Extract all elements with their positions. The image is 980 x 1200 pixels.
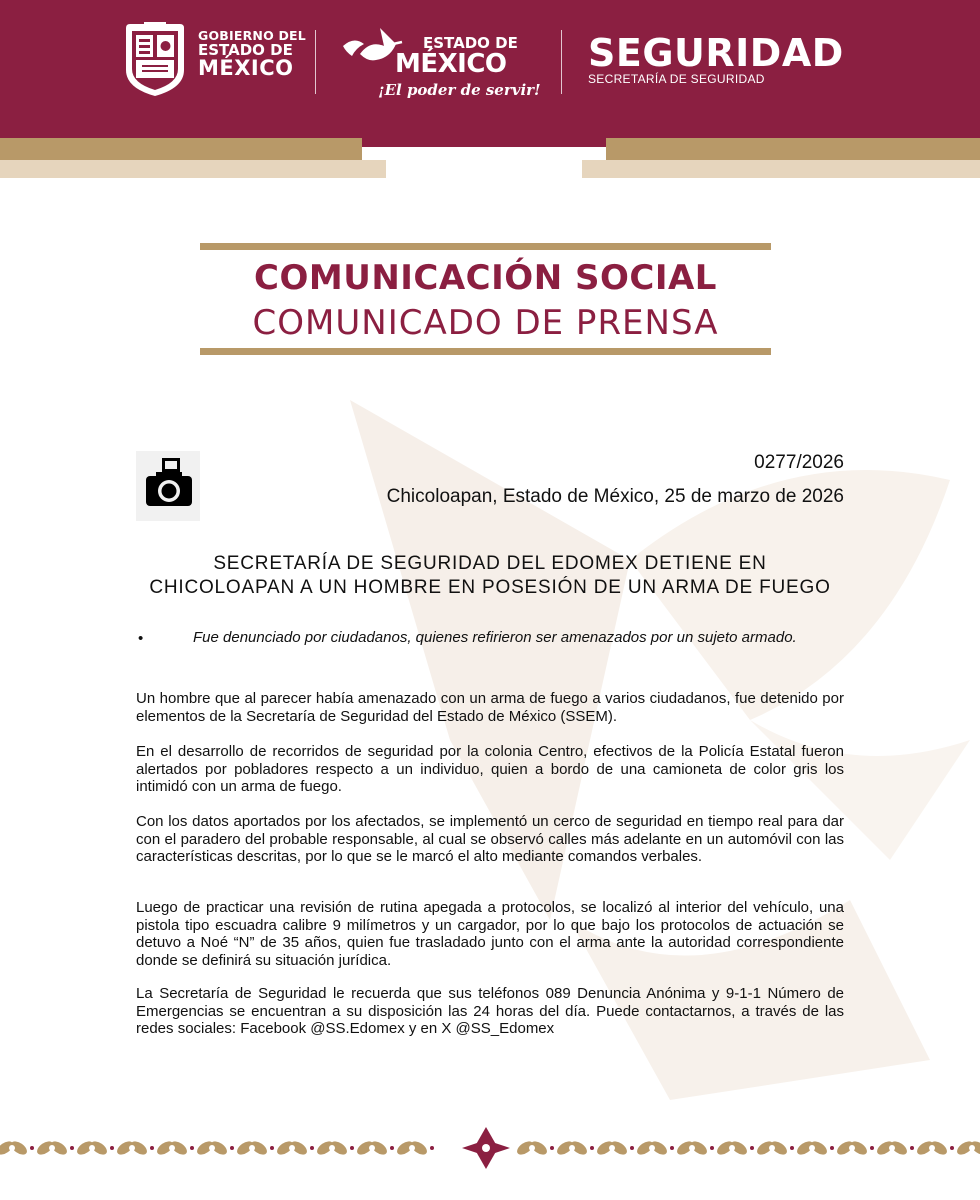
headline-line: SECRETARÍA DE SEGURIDAD DEL EDOMEX DETIENE EN: [213, 553, 767, 574]
floral-ornament-icon: [0, 1125, 980, 1171]
section-subtitle: COMUNICADO DE PRENSA: [252, 303, 719, 343]
header-divider: [561, 30, 562, 94]
camera-icon: [136, 451, 200, 521]
title-rule-bottom: [200, 348, 771, 355]
gold-band-right: [606, 138, 980, 160]
beige-band-right: [582, 160, 980, 178]
gobierno-line3: MÉXICO: [198, 56, 294, 81]
title-rule-top: [200, 243, 771, 250]
bullet-text: Fue denunciado por ciudadanos, quienes refirieron ser amenazados por un sujeto armado.: [193, 629, 797, 646]
gold-band-left: [0, 138, 362, 160]
bullet-mark: •: [138, 630, 144, 647]
seguridad-title: SEGURIDAD: [588, 31, 844, 75]
place-date: Chicoloapan, Estado de México, 25 de marzo de 2026: [386, 486, 844, 507]
paragraph: Un hombre que al parecer había amenazado con un arma de fuego a varios ciudadanos, fue detenido por elementos de la Secretaría de Seguridad del Estado de México (SSEM).: [136, 690, 844, 725]
header-divider: [315, 30, 316, 94]
estado-slogan: ¡El poder de servir!: [378, 81, 541, 99]
paragraph: En el desarrollo de recorridos de seguridad por la colonia Centro, efectivos de la Policía Estatal fueron alertados por pobladores respecto a un individuo, quien a bordo de una camioneta de color gris los intimidó con un arma de fuego.: [136, 743, 844, 795]
gobierno-line1: GOBIERNO DEL: [198, 28, 306, 43]
coat-of-arms-icon: [122, 22, 188, 98]
paragraph: Luego de practicar una revisión de rutina apegada a protocolos, se localizó al interior del vehículo, una pistola tipo escuadra calibre 9 milímetros y un cargador, por lo que bajo los protocolos de actuación se detuvo a Noé “N” de 35 años, quien fue trasladado junto con el arma ante la autoridad correspondiente donde se definirá su situación jurídica.: [136, 899, 844, 969]
estado-line2: MÉXICO: [395, 49, 507, 79]
paragraph: La Secretaría de Seguridad le recuerda que sus teléfonos 089 Denuncia Anónima y 9-1-1 Número de Emergencias se encuentran a su disposición las 24 horas del día. Puede contactarnos, a través de las redes sociales: Facebook @SS.Edomex y en X @SS_Edomex: [136, 985, 844, 1037]
paragraph: Con los datos aportados por los afectados, se implementó un cerco de seguridad en tiempo real para dar con el paradero del probable responsable, al cual se observó calles más adelante en un automóvil con las características descritas, por lo que se le marcó el alto mediante comandos verbales.: [136, 813, 844, 865]
seguridad-subtitle: SECRETARÍA DE SEGURIDAD: [588, 72, 765, 86]
gobierno-line2: ESTADO DE: [198, 40, 293, 59]
bulletin-number: 0277/2026: [754, 452, 844, 473]
gobierno-logo-text: [198, 30, 306, 79]
headline-line: CHICOLOAPAN A UN HOMBRE EN POSESIÓN DE UN ARMA DE FUEGO: [149, 577, 831, 598]
seguridad-logo-text: [588, 33, 844, 86]
header-banner: [0, 0, 980, 147]
beige-band-left: [0, 160, 386, 178]
headline: [136, 552, 844, 600]
estado-line1: ESTADO DE: [423, 34, 518, 52]
section-title: COMUNICACIÓN SOCIAL: [254, 258, 717, 298]
